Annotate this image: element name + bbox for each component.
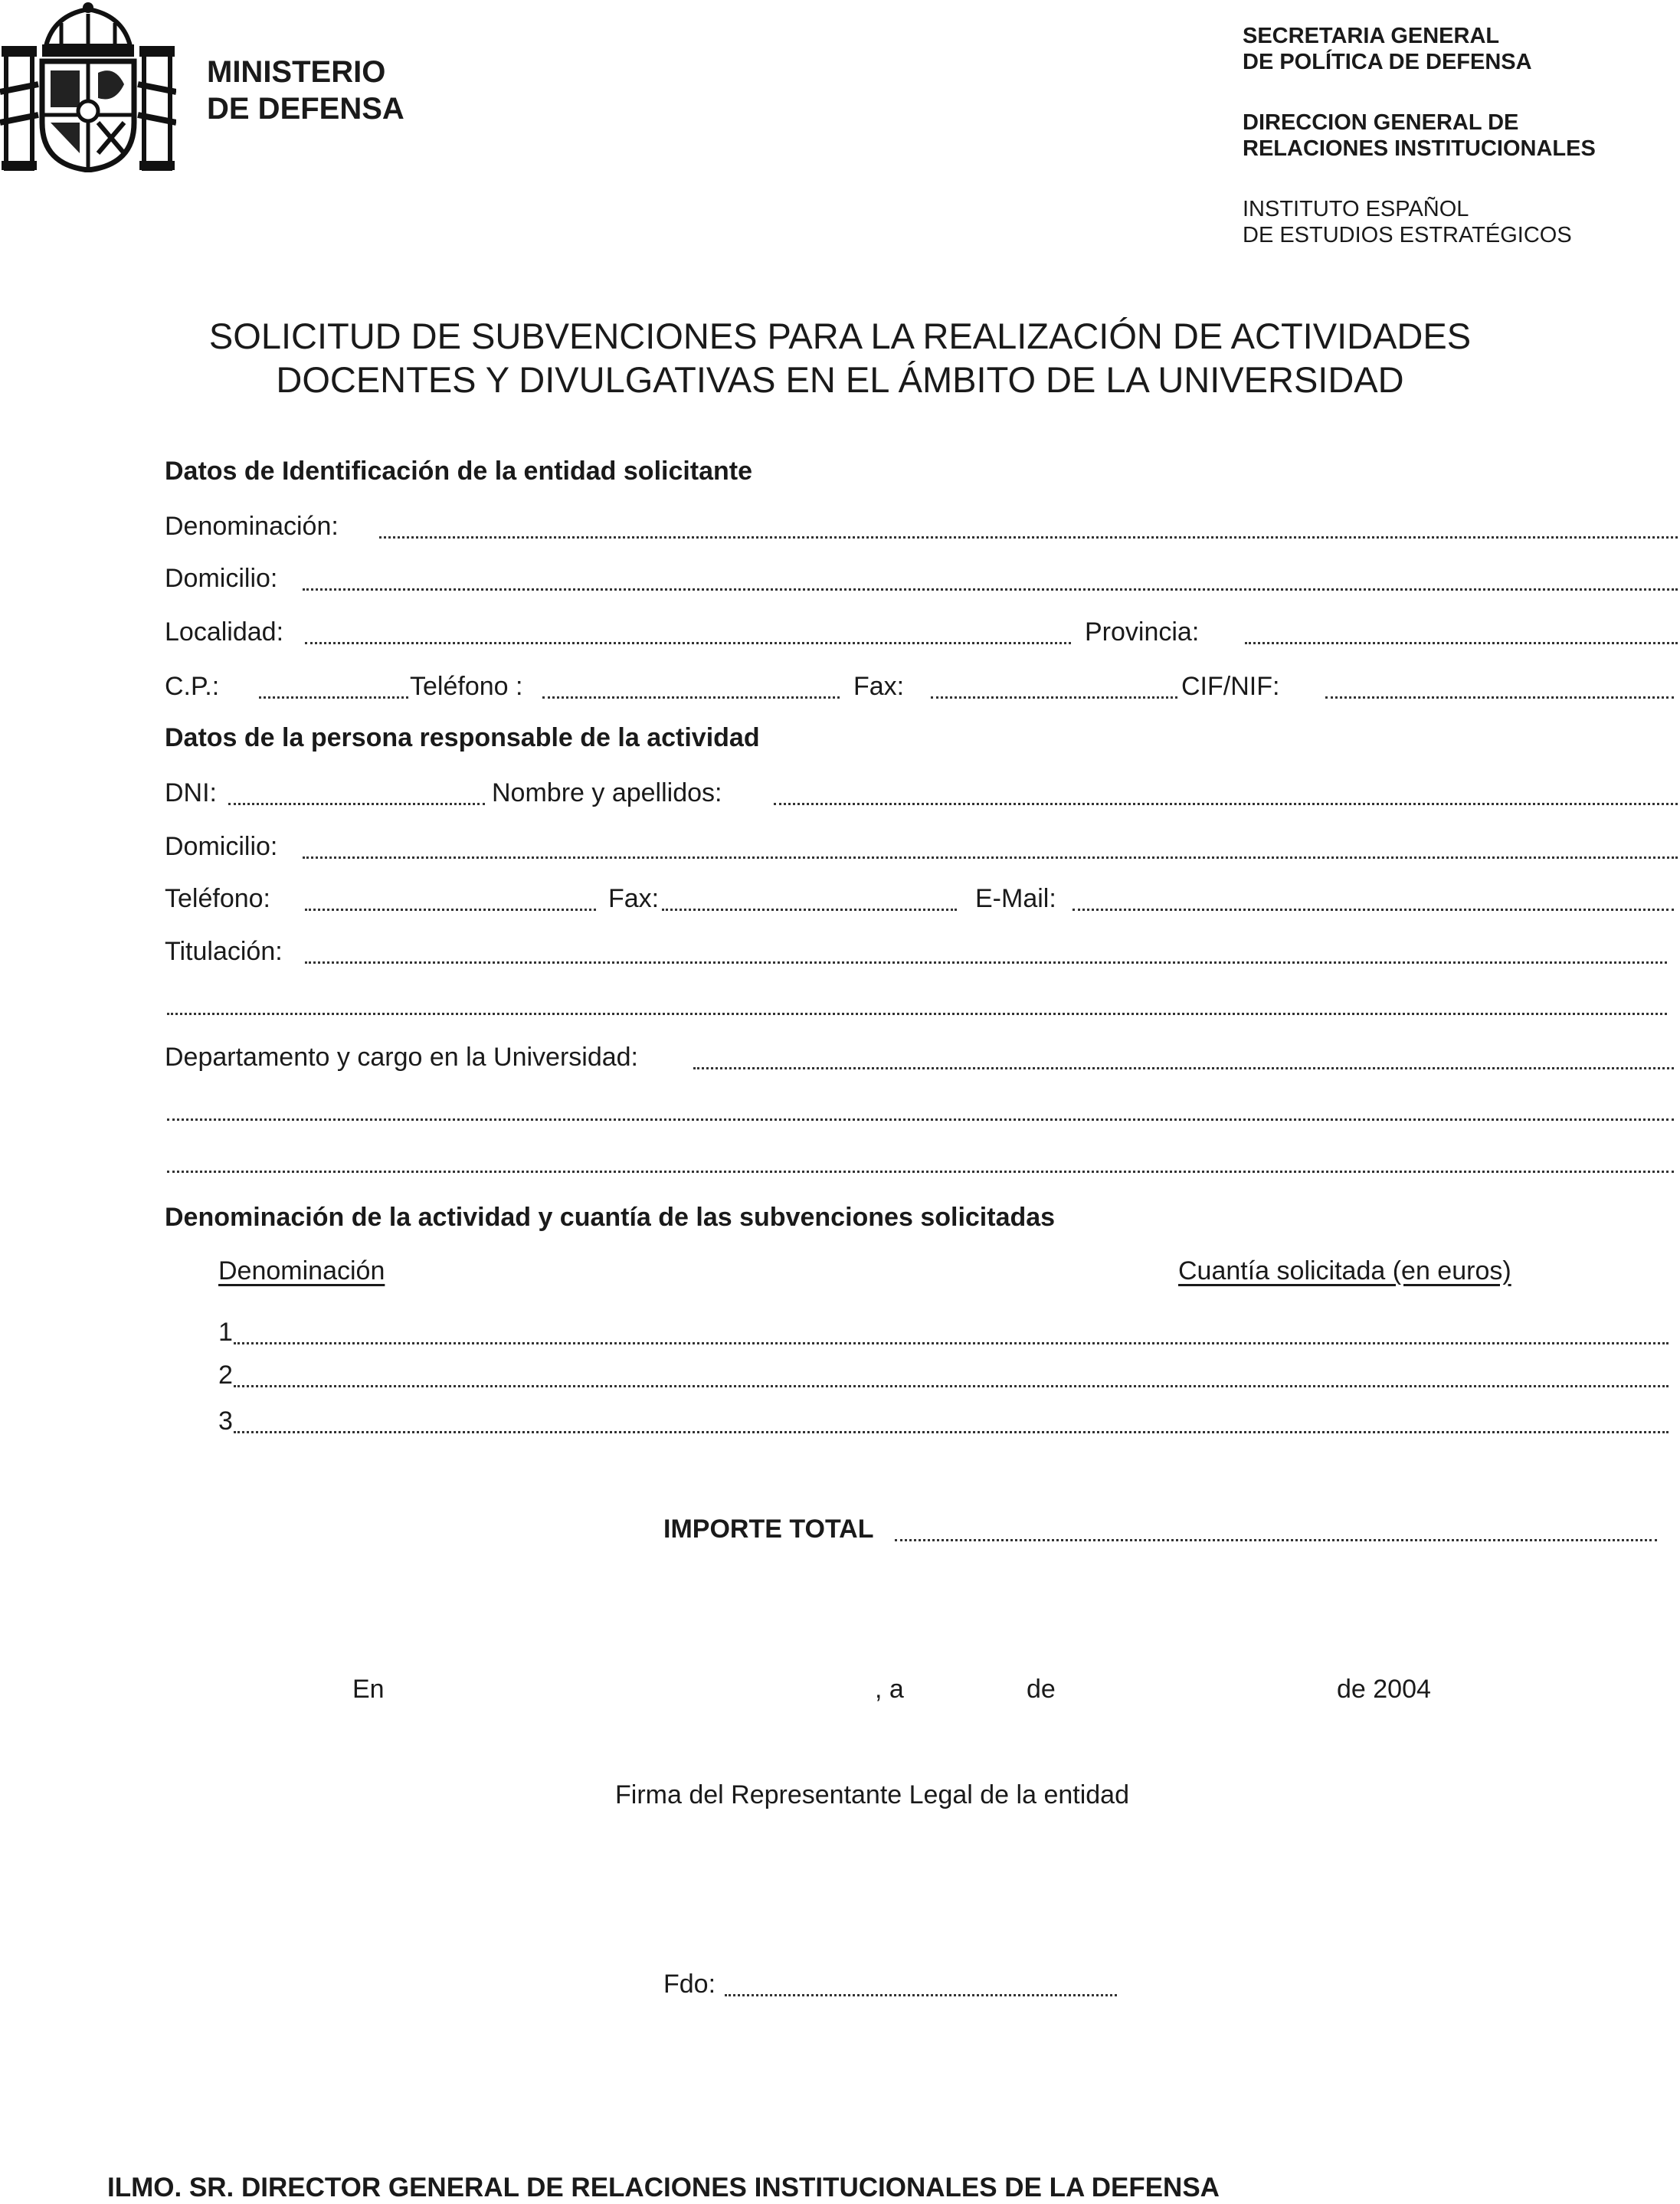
activity-item-2-number: 2 bbox=[218, 1361, 233, 1390]
person-nombre-label: Nombre y apellidos: bbox=[492, 778, 722, 807]
column-denominacion-header: Denominación bbox=[218, 1256, 385, 1285]
form-title-line-2: DOCENTES Y DIVULGATIVAS EN EL ÁMBITO DE LA UNIVERSIDAD bbox=[276, 359, 1404, 400]
entity-fax-label: Fax: bbox=[853, 672, 905, 701]
person-email-field[interactable] bbox=[1073, 909, 1674, 911]
activity-item-1-field[interactable] bbox=[234, 1342, 1669, 1344]
entity-cp-label: C.P.: bbox=[165, 672, 220, 701]
entity-cif-label: CIF/NIF: bbox=[1181, 672, 1280, 701]
person-dni-label: DNI: bbox=[165, 778, 217, 807]
entity-telefono-label: Teléfono : bbox=[410, 672, 523, 701]
ministry-line-2: DE DEFENSA bbox=[207, 92, 404, 126]
entity-provincia-label: Provincia: bbox=[1085, 617, 1200, 647]
person-titulacion-field-continued[interactable] bbox=[167, 1013, 1667, 1015]
person-fax-label: Fax: bbox=[608, 884, 660, 913]
person-fax-field[interactable] bbox=[662, 909, 957, 911]
importe-total-label: IMPORTE TOTAL bbox=[663, 1515, 874, 1544]
org-secretaria-line-2: DE POLÍTICA DE DEFENSA bbox=[1243, 50, 1532, 74]
date-de-label: de bbox=[1027, 1675, 1056, 1704]
org-secretaria-line-1: SECRETARIA GENERAL bbox=[1243, 24, 1500, 48]
person-telefono-label: Teléfono: bbox=[165, 884, 270, 913]
entity-domicilio-field[interactable] bbox=[303, 588, 1678, 591]
entity-cif-field[interactable] bbox=[1325, 696, 1674, 699]
fdo-field[interactable] bbox=[725, 1994, 1117, 1996]
date-year-label: de 2004 bbox=[1337, 1675, 1431, 1704]
entity-domicilio-label: Domicilio: bbox=[165, 564, 278, 593]
entity-localidad-label: Localidad: bbox=[165, 617, 284, 647]
section-responsible-heading: Datos de la persona responsable de la actividad bbox=[165, 723, 760, 752]
addressee-footer: ILMO. SR. DIRECTOR GENERAL DE RELACIONES INSTITUCIONALES DE LA DEFENSA bbox=[107, 2173, 1220, 2202]
coat-of-arms-logo bbox=[0, 0, 176, 172]
section-activity-heading: Denominación de la actividad y cuantía de las subvenciones solicitadas bbox=[165, 1203, 1056, 1232]
person-email-label: E-Mail: bbox=[975, 884, 1056, 913]
date-a-label: , a bbox=[875, 1675, 904, 1704]
person-telefono-field[interactable] bbox=[305, 909, 596, 911]
person-domicilio-label: Domicilio: bbox=[165, 832, 278, 861]
person-departamento-field-line-2[interactable] bbox=[167, 1118, 1674, 1121]
section-entity-heading: Datos de Identificación de la entidad solicitante bbox=[165, 457, 753, 486]
activity-item-3-number: 3 bbox=[218, 1407, 233, 1436]
org-instituto-line-2: DE ESTUDIOS ESTRATÉGICOS bbox=[1243, 223, 1572, 247]
place-en-label: En bbox=[352, 1675, 385, 1704]
org-instituto bbox=[1243, 196, 1572, 248]
entity-cp-field[interactable] bbox=[259, 696, 408, 699]
person-departamento-label: Departamento y cargo en la Universidad: bbox=[165, 1043, 638, 1072]
ministry-name bbox=[207, 54, 404, 127]
importe-total-field[interactable] bbox=[895, 1539, 1657, 1541]
form-title-line-1: SOLICITUD DE SUBVENCIONES PARA LA REALIZACIÓN DE ACTIVIDADES bbox=[208, 316, 1472, 356]
person-titulacion-field[interactable] bbox=[305, 961, 1667, 964]
org-direccion bbox=[1243, 110, 1596, 162]
activity-item-1-number: 1 bbox=[218, 1318, 233, 1347]
person-departamento-field[interactable] bbox=[693, 1067, 1674, 1069]
activity-item-3-field[interactable] bbox=[234, 1431, 1669, 1433]
org-secretaria bbox=[1243, 23, 1532, 75]
entity-localidad-field[interactable] bbox=[305, 642, 1071, 644]
entity-denominacion-label: Denominación: bbox=[165, 512, 339, 541]
signature-label: Firma del Representante Legal de la entidad bbox=[615, 1780, 1129, 1809]
column-cuantia-header: Cuantía solicitada (en euros) bbox=[1178, 1256, 1511, 1285]
fdo-label: Fdo: bbox=[663, 1970, 716, 1999]
person-nombre-field[interactable] bbox=[774, 803, 1678, 805]
activity-item-2-field[interactable] bbox=[234, 1385, 1669, 1387]
entity-telefono-field[interactable] bbox=[542, 696, 840, 699]
person-departamento-field-line-3[interactable] bbox=[167, 1171, 1674, 1173]
person-titulacion-label: Titulación: bbox=[165, 937, 283, 966]
form-title bbox=[0, 314, 1680, 401]
person-dni-field[interactable] bbox=[228, 803, 485, 805]
org-direccion-line-2: RELACIONES INSTITUCIONALES bbox=[1243, 136, 1596, 161]
org-instituto-line-1: INSTITUTO ESPAÑOL bbox=[1243, 197, 1469, 221]
person-domicilio-field[interactable] bbox=[303, 856, 1678, 859]
ministry-line-1: MINISTERIO bbox=[207, 55, 386, 89]
entity-denominacion-field[interactable] bbox=[379, 536, 1678, 539]
org-direccion-line-1: DIRECCION GENERAL DE bbox=[1243, 110, 1519, 135]
entity-provincia-field[interactable] bbox=[1245, 642, 1678, 644]
entity-fax-field[interactable] bbox=[931, 696, 1177, 699]
